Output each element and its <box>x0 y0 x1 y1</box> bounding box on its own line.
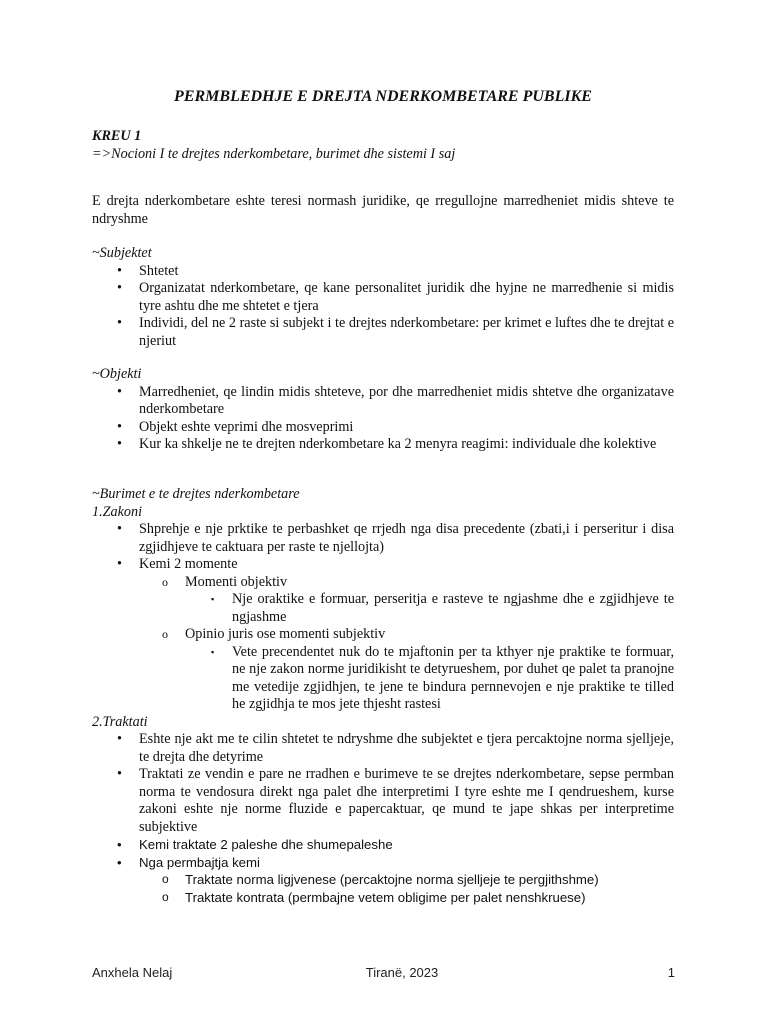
bullet-icon: • <box>117 436 122 452</box>
section-heading: ~Subjektet <box>92 245 152 261</box>
bullet-icon: • <box>117 837 122 852</box>
intro-paragraph: E drejta nderkombetare eshte teresi normash juridike, qe rregullojne marredheniet midis shteve te ndryshme <box>92 193 674 227</box>
document-title: PERMBLEDHJE E DREJTA NDERKOMBETARE PUBLIKE <box>174 88 592 105</box>
objekti-list <box>92 384 674 454</box>
footer-author: Anxhela Nelaj <box>92 965 173 980</box>
list-item: o Traktate norma ligjvenese (percaktojne norma sjelljeje te pergjithshme) <box>162 872 599 887</box>
bullet-icon: • <box>117 280 122 296</box>
subsection-heading-zakoni: 1.Zakoni <box>92 503 143 520</box>
footer-page-number: 1 <box>667 965 675 980</box>
bullet-icon: • <box>117 383 122 400</box>
list-item: ▪ Nje oraktike e formuar, perseritja e rasteve te ngjashme dhe e zgjidhjeve te ngjashme <box>211 591 674 625</box>
list-item: • Traktati ze vendin e pare ne rradhen e burimeve te se drejtes nderkombetare, sepse permban norma te vendosura direkt nga palet dhe interpretimi I tyre eshte me I qendrueshem, kurse zakoni eshte nje norme fluzide e papercaktuar, qe mund te jape shkas per interpretime subjektive <box>117 766 674 835</box>
bullet-icon: • <box>117 315 122 331</box>
square-bullet-icon: ▪ <box>211 646 215 657</box>
list-item: • Kemi traktate 2 paleshe dhe shumepaleshe <box>117 837 393 852</box>
section-heading: ~Burimet e te drejtes nderkombetare <box>92 486 300 502</box>
subsection-heading-traktati: 2.Traktati <box>92 713 148 730</box>
list-item: ▪ Vete precendentet nuk do te mjaftonin per ta kthyer nje praktike te formuar, ne nje zakon norme juridikisht te detyrueshem, por duhet qe palet ta pranojne me vetedije zgjidhjen, te jene te bindura pernnevojen e nje praktike te tilled he zgjidhja te mos jete thjesht rastesi <box>211 643 674 712</box>
list-item: • Eshte nje akt me te cilin shtetet te ndryshme dhe subjektet e tjera percaktojne norma sjelljeje, te drejta dhe detyrime <box>117 731 674 765</box>
chapter-header <box>92 128 674 163</box>
list-item: • Marredheniet, qe lindin midis shteteve, por dhe marredheniet midis shtetve dhe organizatave nderkombetare <box>117 383 674 417</box>
section-objekti <box>92 366 674 454</box>
list-item: • Shtetet <box>117 262 179 279</box>
bullet-icon: • <box>117 521 122 537</box>
section-burimet <box>92 486 674 906</box>
circle-bullet-icon: o <box>162 889 169 904</box>
bullet-icon: • <box>117 854 122 870</box>
circle-bullet-icon: o <box>162 574 168 589</box>
bullet-icon: • <box>117 262 122 279</box>
footer-place-date: Tiranë, 2023 <box>365 965 439 980</box>
zakoni-list <box>92 521 674 714</box>
list-item: • Individi, del ne 2 raste si subjekt i te drejtes nderkombetare: per krimet e luftes dhe te drejtat e njeriut <box>117 315 674 349</box>
circle-bullet-icon: o <box>162 627 168 641</box>
subjektet-list <box>92 263 674 351</box>
list-item: • Kur ka shkelje ne te drejten nderkombetare ka 2 menyra reagimi: individuale dhe kolektive <box>117 436 657 452</box>
chapter-subtitle: =>Nocioni I te drejtes nderkombetare, burimet dhe sistemi I saj <box>92 145 456 162</box>
list-item: • Objekt eshte veprimi dhe mosveprimi <box>117 418 354 435</box>
bullet-icon: • <box>117 731 122 747</box>
list-item: • Organizatat nderkombetare, qe kane personalitet juridik dhe hyjne ne marredhenie si midis tyre ashtu dhe me shtetet e tjera <box>117 280 674 314</box>
list-item: • Shprehje e nje prktike te perbashket qe rrjedh nga disa precedente (zbati,i i perseritur i disa zgjidhjeve te caktuara per raste te njellojta) <box>117 521 674 555</box>
bullet-icon: • <box>117 418 122 435</box>
chapter-heading: KREU 1 <box>92 128 142 144</box>
section-subjektet <box>92 245 674 350</box>
list-item: o Traktate kontrata (permbajne vetem obligime per palet nenshkruese) <box>162 889 586 905</box>
bullet-icon: • <box>117 556 122 572</box>
circle-bullet-icon: o <box>162 872 169 886</box>
square-bullet-icon: ▪ <box>211 594 215 604</box>
section-heading: ~Objekti <box>92 366 142 382</box>
traktati-list <box>92 731 674 906</box>
list-item: o Opinio juris ose momenti subjektiv <box>162 626 386 642</box>
list-item: o Momenti objektiv <box>162 573 288 590</box>
bullet-icon: • <box>117 766 122 782</box>
list-item: • Kemi 2 momente <box>117 556 238 572</box>
list-item: • Nga permbajtja kemi <box>117 854 260 870</box>
